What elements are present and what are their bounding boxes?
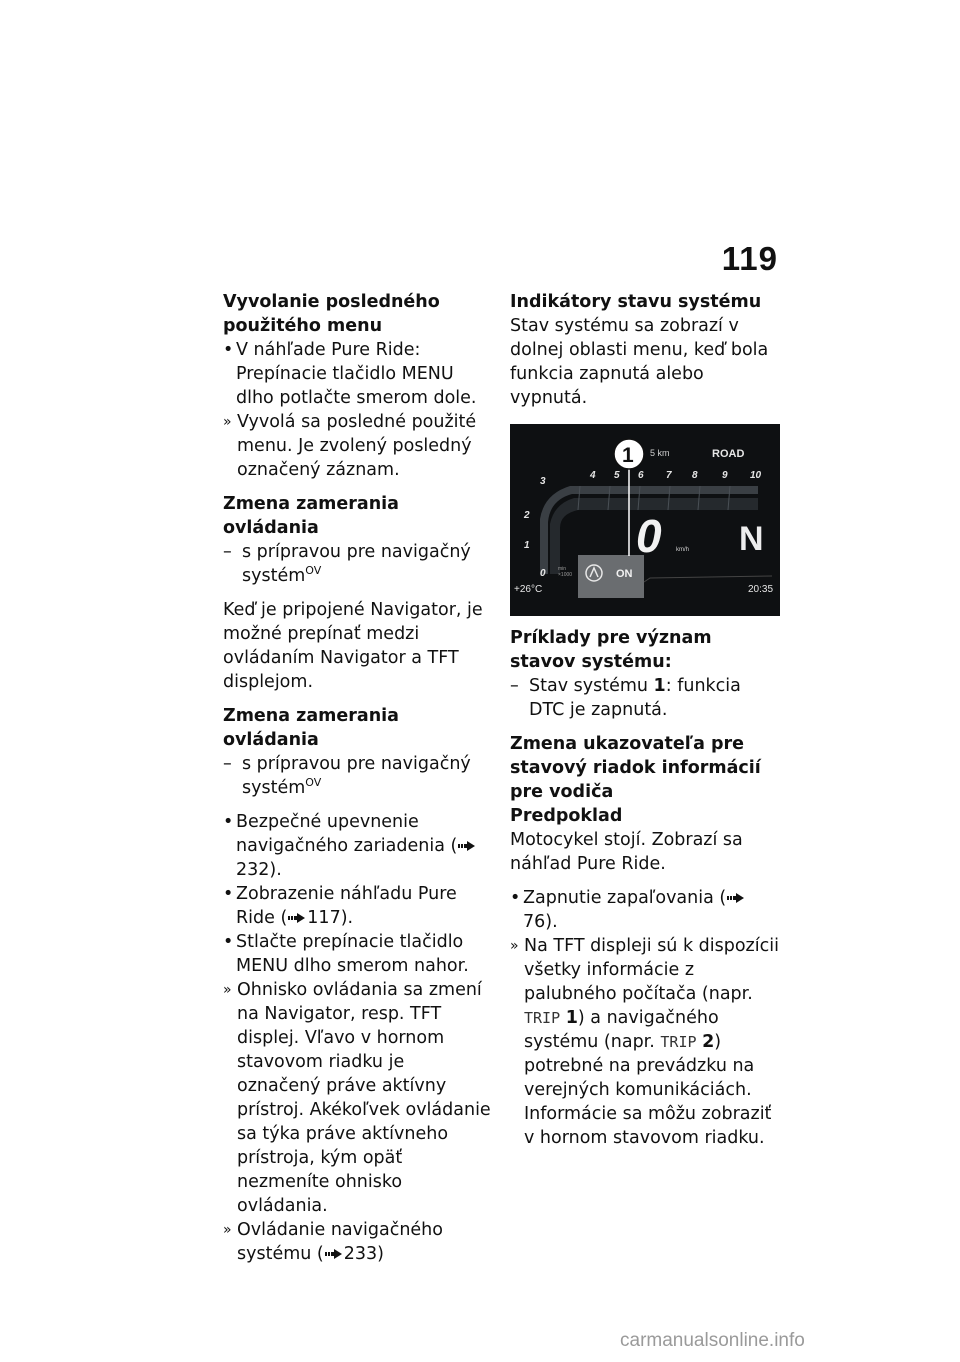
page-reference-arrow-icon — [324, 1248, 344, 1260]
tft-display-illustration — [510, 424, 780, 616]
gear-indicator: N — [739, 520, 764, 558]
condition-text: s prípravou pre navigačný systém — [242, 542, 471, 586]
page-reference-arrow-icon — [457, 840, 477, 852]
example-text: : funkcia DTC je zapnutá. — [529, 676, 741, 720]
result-chevron-icon: » — [223, 982, 232, 998]
page-reference-arrow-icon — [726, 892, 746, 904]
paragraph: Motocykel stojí. Zobrazí sa náhľad Pure Ride. — [510, 830, 743, 874]
watermark: carmanualsonline.info — [620, 1330, 805, 1351]
section-title-focus: Zmena zamerania ovládania — [223, 494, 399, 538]
condition-item — [223, 540, 491, 588]
bullet-icon: • — [223, 884, 234, 904]
trip-km: 5 km — [650, 448, 670, 458]
tft-display-figure — [510, 424, 780, 616]
page-reference-arrow-icon — [287, 912, 307, 924]
step-text: Stlačte prepínacie tlačidlo MENU dlho smerom nahor. — [236, 932, 469, 976]
svg-text:0: 0 — [540, 568, 546, 579]
result-item — [223, 1218, 491, 1266]
rpm-tick: 7 — [666, 470, 672, 481]
option-sup: OV — [305, 776, 322, 789]
step-text: Zapnutie zapaľovania ( — [523, 888, 727, 908]
clock: 20:35 — [748, 584, 774, 595]
page-number: 119 — [721, 240, 778, 277]
dash-icon: – — [510, 676, 519, 696]
rpm-unit-label: ×1000 — [558, 572, 573, 578]
result-text: Ovládanie navigačného systému ( — [237, 1220, 443, 1264]
page-reference[interactable]: 76). — [523, 912, 558, 932]
left-column — [223, 290, 491, 1266]
option-sup: OV — [305, 564, 322, 577]
step-item — [223, 930, 491, 978]
right-column — [510, 290, 780, 1150]
result-item — [223, 978, 491, 1218]
section-title-status: Indikátory stavu systému — [510, 292, 762, 312]
section-title-last-menu: Vyvolanie posledného použitého menu — [223, 292, 440, 336]
bullet-icon: • — [223, 932, 234, 952]
step-text: Bezpečné upevnenie navigačného zariadenia ( — [236, 812, 458, 856]
step-text: Zobrazenie náhľadu Pure Ride ( — [236, 884, 457, 928]
speed-value: 0 — [636, 510, 662, 562]
display-text-trip: TRIP — [524, 1009, 561, 1027]
result-item: » Na TFT displeji sú k dispozícii všetky informácie z palubného počítača (napr. TRIP 1) a navigačného systému (napr. TRIP 2) potrebné na prevádzku na verejných komunikáciách. Informácie sa môžu zobraziť v hornom stavovom riadku. — [510, 936, 779, 1148]
condition-item — [223, 752, 491, 800]
callout-number: 1 — [622, 444, 634, 467]
rpm-tick: 9 — [722, 470, 728, 481]
example-item — [510, 674, 780, 722]
result-text: Ohnisko ovládania sa zmení na Navigator, resp. TFT displej. Vľavo v hornom stavovom riadku je označený práve aktívny prístroj. Akékoľvek ovládanie sa týka práve aktívneho prístroja, kým opäť nezmeníte ohnisko ovládania. — [237, 980, 491, 1216]
rpm-tick: 4 — [590, 470, 596, 481]
bullet-icon: • — [223, 340, 234, 360]
ride-mode: ROAD — [712, 448, 745, 460]
result-item — [223, 410, 491, 482]
ambient-temperature: +26°C — [514, 584, 543, 595]
dash-icon: – — [223, 754, 232, 774]
rpm-tick: 1 — [524, 540, 530, 551]
step-item — [510, 886, 780, 934]
rpm-tick: 5 — [614, 470, 620, 481]
page-reference[interactable]: 233) — [343, 1244, 384, 1264]
condition-text: s prípravou pre navigačný systém — [242, 754, 471, 798]
rpm-tick: 6 — [638, 470, 644, 481]
rpm-tick: 10 — [750, 470, 762, 481]
result-text: Vyvolá sa posledné použité menu. Je zvolený posledný označený záznam. — [237, 412, 477, 480]
callout-ref: 1 — [565, 1008, 578, 1028]
bullet-icon: • — [223, 812, 234, 832]
result-chevron-icon: » — [223, 1222, 232, 1238]
step-text: V náhľade Pure Ride: Prepínacie tlačidlo MENU dlho potlačte smerom dole. — [236, 340, 477, 408]
rpm-tick: 2 — [524, 510, 530, 521]
rpm-unit-label: min — [558, 566, 567, 572]
section-title-focus-2: Zmena zamerania ovládania — [223, 706, 399, 750]
subheading-prerequisite: Predpoklad — [510, 806, 623, 826]
dash-icon: – — [223, 542, 232, 562]
display-text-trip: TRIP — [660, 1033, 697, 1051]
callout-ref: 2 — [702, 1032, 715, 1052]
result-chevron-icon: » — [510, 938, 519, 954]
example-text: Stav systému — [529, 676, 654, 696]
page-reference[interactable]: 232). — [236, 860, 282, 880]
step-item — [223, 338, 491, 410]
step-item — [223, 882, 491, 930]
result-chevron-icon: » — [223, 414, 232, 430]
speed-unit: km/h — [676, 547, 690, 553]
step-item — [223, 810, 491, 882]
paragraph: Keď je pripojené Navigator, je možné prepínať medzi ovládaním Navigator a TFT displejom. — [223, 600, 483, 692]
rpm-tick: 8 — [692, 470, 698, 481]
page-reference[interactable]: 117). — [307, 908, 354, 928]
bullet-icon: • — [510, 888, 521, 908]
dtc-status: ON — [616, 568, 633, 580]
rpm-tick: 3 — [540, 476, 546, 487]
paragraph: Stav systému sa zobrazí v dolnej oblasti menu, keď bola funkcia zapnutá alebo vypnutá. — [510, 316, 769, 408]
callout-ref: 1 — [653, 676, 666, 696]
section-title-change-indicator: Zmena ukazovateľa pre stavový riadok informácií pre vodiča — [510, 734, 761, 802]
section-title-examples: Príklady pre význam stavov systému: — [510, 628, 712, 672]
